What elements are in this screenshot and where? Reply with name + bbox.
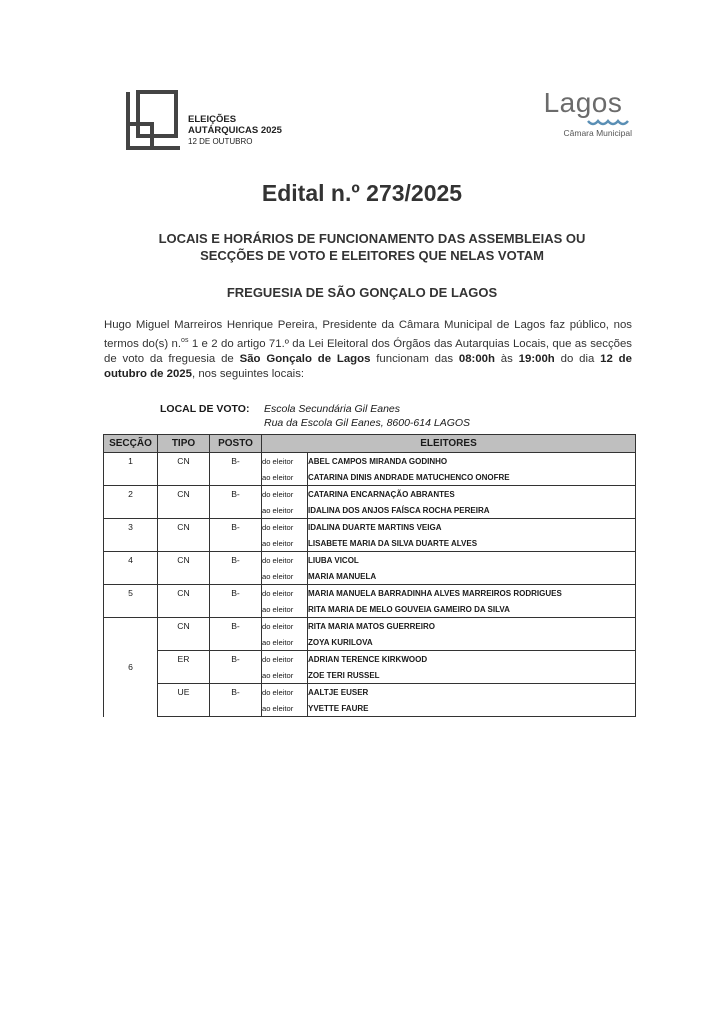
seccao-cell: 3 <box>104 519 158 552</box>
table-row <box>104 651 636 668</box>
to-voter: MARIA MANUELA <box>308 568 636 585</box>
seccao-cell: 6 <box>104 618 158 717</box>
from-label: do eleitor <box>262 552 308 569</box>
table-row <box>104 552 636 569</box>
to-voter: RITA MARIA DE MELO GOUVEIA GAMEIRO DA SILVA <box>308 601 636 618</box>
to-voter: ZOYA KURILOVA <box>308 634 636 651</box>
to-label: ao eleitor <box>262 700 308 717</box>
elections-logo <box>124 90 324 152</box>
intro-paragraph <box>104 318 632 382</box>
from-label: do eleitor <box>262 453 308 470</box>
table-row <box>104 585 636 602</box>
to-voter: YVETTE FAURE <box>308 700 636 717</box>
from-voter: ABEL CAMPOS MIRANDA GODINHO <box>308 453 636 470</box>
tipo-cell: CN <box>158 552 210 585</box>
to-voter: ZOE TERI RUSSEL <box>308 667 636 684</box>
tipo-cell: CN <box>158 453 210 486</box>
from-label: do eleitor <box>262 651 308 668</box>
elections-line1: ELEIÇÕES <box>188 114 237 125</box>
page-title: Edital n.º 273/2025 <box>261 180 463 206</box>
seccao-cell: 2 <box>104 486 158 519</box>
intro-part5: do dia <box>554 352 601 365</box>
location-name: Escola Secundária Gil Eanes <box>264 403 400 415</box>
posto-cell: B- <box>210 651 262 684</box>
from-voter: RITA MARIA MATOS GUERREIRO <box>308 618 636 635</box>
intro-time-end: 19:00h <box>518 352 555 365</box>
intro-part4: às <box>494 352 519 365</box>
from-voter: ADRIAN TERENCE KIRKWOOD <box>308 651 636 668</box>
table-header-row <box>104 435 636 453</box>
subtitle-line2: SECÇÕES DE VOTO E ELEITORES QUE NELAS VOTAM <box>200 248 544 263</box>
tipo-cell: CN <box>158 585 210 618</box>
intro-parish: São Gonçalo de Lagos <box>239 352 371 365</box>
to-voter: IDALINA DOS ANJOS FAÍSCA ROCHA PEREIRA <box>308 502 636 519</box>
lagos-name: Lagos <box>543 87 623 118</box>
intro-time-start: 08:00h <box>458 352 495 365</box>
posto-cell: B- <box>210 618 262 651</box>
header-posto: POSTO <box>210 435 262 453</box>
header-tipo: TIPO <box>158 435 210 453</box>
to-label: ao eleitor <box>262 634 308 651</box>
from-label: do eleitor <box>262 519 308 536</box>
posto-cell: B- <box>210 453 262 486</box>
posto-cell: B- <box>210 552 262 585</box>
from-voter: CATARINA ENCARNAÇÃO ABRANTES <box>308 486 636 503</box>
elections-line2: AUTÁRQUICAS 2025 <box>188 125 282 136</box>
table-row <box>104 519 636 536</box>
location-label: LOCAL DE VOTO: <box>160 403 250 415</box>
elections-emblem-icon <box>124 90 182 152</box>
to-label: ao eleitor <box>262 667 308 684</box>
table-row <box>104 618 636 635</box>
to-voter: CATARINA DINIS ANDRADE MATUCHENCO ONOFRE <box>308 469 636 486</box>
header-eleitores: ELEITORES <box>262 435 636 453</box>
document-subtitle <box>60 230 684 264</box>
intro-part2: 1 e 2 do artigo 71.º da Lei Eleitoral dos Órgãos das Autarquias Locais, que as secções de voto da freguesia de <box>104 337 633 365</box>
table-row <box>104 684 636 701</box>
tipo-cell: UE <box>158 684 210 717</box>
seccao-cell: 4 <box>104 552 158 585</box>
seccao-cell: 1 <box>104 453 158 486</box>
seccao-cell: 5 <box>104 585 158 618</box>
to-label: ao eleitor <box>262 502 308 519</box>
intro-part6: , nos seguintes locais: <box>191 367 305 380</box>
lagos-logo <box>528 88 638 148</box>
intro-part3: funcionam das <box>370 352 459 365</box>
tipo-cell: ER <box>158 651 210 684</box>
elections-line3: 12 DE OUTUBRO <box>188 137 253 146</box>
posto-cell: B- <box>210 486 262 519</box>
intro-part1: Hugo Miguel Marreiros Henrique Pereira, Presidente da Câmara Municipal de Lagos faz público, nos termos do(s) n. <box>104 319 632 350</box>
tipo-cell: CN <box>158 618 210 651</box>
to-voter: LISABETE MARIA DA SILVA DUARTE ALVES <box>308 535 636 552</box>
table-row <box>104 486 636 503</box>
from-label: do eleitor <box>262 486 308 503</box>
to-label: ao eleitor <box>262 568 308 585</box>
tipo-cell: CN <box>158 519 210 552</box>
voters-table <box>103 434 636 717</box>
waves-icon <box>586 118 630 128</box>
parish-heading: FREGUESIA DE SÃO GONÇALO DE LAGOS <box>226 285 498 300</box>
from-label: do eleitor <box>262 618 308 635</box>
from-voter: AALTJE EUSER <box>308 684 636 701</box>
elections-logo-text <box>188 114 282 147</box>
posto-cell: B- <box>210 519 262 552</box>
to-label: ao eleitor <box>262 601 308 618</box>
posto-cell: B- <box>210 585 262 618</box>
header-seccao: SECÇÃO <box>104 435 158 453</box>
intro-date: 12 de outubro de 2025 <box>104 352 632 380</box>
lagos-subtitle: Câmara Municipal <box>563 128 632 138</box>
posto-cell: B- <box>210 684 262 717</box>
from-voter: IDALINA DUARTE MARTINS VEIGA <box>308 519 636 536</box>
to-label: ao eleitor <box>262 469 308 486</box>
subtitle-line1: LOCAIS E HORÁRIOS DE FUNCIONAMENTO DAS ASSEMBLEIAS OU <box>158 231 586 246</box>
from-voter: LIUBA VICOL <box>308 552 636 569</box>
from-voter: MARIA MANUELA BARRADINHA ALVES MARREIROS RODRIGUES <box>308 585 636 602</box>
voting-location <box>160 402 470 430</box>
from-label: do eleitor <box>262 585 308 602</box>
to-label: ao eleitor <box>262 535 308 552</box>
from-label: do eleitor <box>262 684 308 701</box>
location-address: Rua da Escola Gil Eanes, 8600-614 LAGOS <box>264 417 471 429</box>
intro-sup: os <box>181 337 189 344</box>
table-row <box>104 453 636 470</box>
tipo-cell: CN <box>158 486 210 519</box>
